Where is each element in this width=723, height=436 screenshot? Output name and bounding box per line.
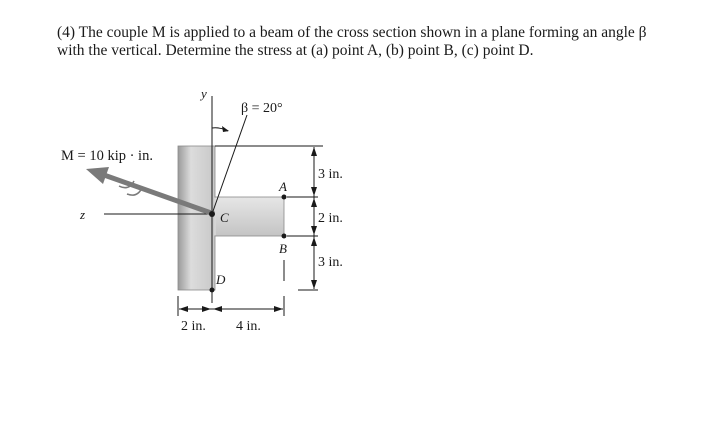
y-axis-label: y <box>201 86 207 101</box>
beta-label: β = 20° <box>241 101 283 116</box>
point-c-dot <box>209 211 215 217</box>
problem-line-2: with the vertical. Determine the stress at (a) point A, (b) point B, (c) point D. <box>57 42 534 59</box>
dim-mid-label: 2 in. <box>318 211 343 226</box>
moment-label: M = 10 kip · in. <box>61 148 153 164</box>
problem-line-1: (4) The couple M is applied to a beam of the cross section shown in a plane forming an angle β <box>57 24 647 41</box>
dim-bottom-label: 3 in. <box>318 255 343 270</box>
point-d-label: D <box>216 272 226 287</box>
point-b-label: B <box>279 241 287 256</box>
point-a-label: A <box>279 179 287 194</box>
dim-web-label: 2 in. <box>181 319 206 334</box>
cross-section-shape <box>178 146 284 290</box>
point-b-dot <box>282 234 287 239</box>
dim-flange-label: 4 in. <box>236 319 261 334</box>
dim-top-label: 3 in. <box>318 167 343 182</box>
z-axis-label: z <box>80 207 86 222</box>
point-d-dot <box>210 288 215 293</box>
beta-arc-arrowhead <box>222 126 229 132</box>
point-a-dot <box>282 195 287 200</box>
point-c-label: C <box>220 210 229 225</box>
horizontal-dimensions <box>178 296 284 316</box>
